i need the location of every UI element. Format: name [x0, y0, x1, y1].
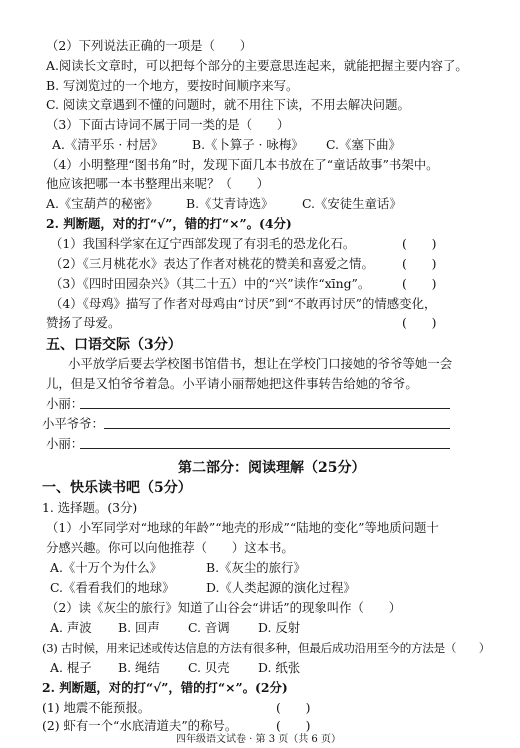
- judge1-title: 2. 判断题，对的打“√”，错的打“×”。(4分): [46, 216, 292, 231]
- judge1-item-4: （4）《母鸡》描写了作者对母鸡由“讨厌”到“不敢再讨厌”的情感变化，: [50, 296, 437, 311]
- p2-judge-answer-2[interactable]: ( ): [276, 718, 311, 733]
- q3-stem: （3）下面古诗词不属于同一类的是（ ）: [46, 117, 290, 132]
- judge1-item-1: （1）我国科学家在辽宁西部发现了有羽毛的恐龙化石。: [50, 236, 356, 251]
- q2-option-c: C. 阅读文章遇到不懂的问题时，就不用往下读，不用去解决问题。: [46, 97, 410, 112]
- q2-option-a: A.阅读长文章时，可以把每个部分的主要意思连起来，就能把握主要内容了。: [46, 58, 468, 73]
- q4-option-b: B.《艾青诗选》: [186, 196, 274, 211]
- p2-q1-option-d: D.《人类起源的演化过程》: [206, 580, 356, 595]
- q2-option-b: B. 写浏览过的一个地方，要按时间顺序来写。: [46, 78, 299, 93]
- p2-q1-option-b: B.《灰尘的旅行》: [206, 560, 306, 575]
- q2-stem: （2）下列说法正确的一项是（ ）: [46, 38, 253, 53]
- p2-q2-stem: （2）读《灰尘的旅行》知道了山谷会“讲话”的现象叫作（ ）: [46, 600, 402, 615]
- judge1-answer-1[interactable]: ( ): [402, 236, 437, 251]
- choice-title: 1. 选择题。(3分): [42, 500, 138, 515]
- judge1-answer-2[interactable]: ( ): [402, 256, 437, 271]
- oral-para-line1: 小平放学后要去学校图书馆借书，想让在学校门口接她的爷爷等她一会: [68, 356, 453, 371]
- judge1-answer-3[interactable]: ( ): [402, 276, 437, 291]
- speaker-xiaoli-1: 小丽：: [46, 396, 84, 411]
- judge1-item-4-cont: 赞扬了母爱。: [46, 315, 121, 330]
- answer-line-1[interactable]: [80, 408, 450, 409]
- p2-q1-option-a: A.《十万个为什么》: [50, 560, 163, 575]
- p2-q3-option-c: C. 贝壳: [188, 660, 230, 675]
- page-footer: 四年级语文试卷 · 第 3 页（共 6 页）: [176, 734, 341, 745]
- p2-judge-answer-1[interactable]: ( ): [276, 700, 311, 715]
- q3-option-b: B.《卜算子 · 咏梅》: [192, 137, 304, 152]
- speaker-xiaoli-2: 小丽：: [46, 436, 84, 451]
- p2-judge-item-2: (2) 虾有一个“水底清道夫”的称号。: [42, 718, 238, 733]
- p2-judge-item-1: (1) 地震不能预报。: [42, 700, 151, 715]
- judge1-item-3: （3）《四时田园杂兴》（其二十五）中的“兴”读作“xīng”。: [50, 276, 371, 291]
- answer-line-2[interactable]: [104, 428, 450, 429]
- p2-q2-option-d: D. 反射: [258, 620, 301, 635]
- part2-subtitle: 一、快乐读书吧（5分）: [42, 480, 192, 496]
- q3-option-c: C.《塞下曲》: [326, 137, 401, 152]
- judge1-item-2: （2）《三月桃花水》表达了作者对桃花的赞美和喜爱之情。: [50, 256, 374, 271]
- p2-judge-title: 2. 判断题，对的打“√”，错的打“×”。(2分): [42, 680, 288, 695]
- q4-option-c: C.《安徒生童话》: [302, 196, 402, 211]
- answer-line-3[interactable]: [80, 448, 450, 449]
- part2-title: 第二部分：阅读理解（25分）: [178, 460, 366, 476]
- q4-option-a: A.《宝葫芦的秘密》: [46, 196, 159, 211]
- p2-q3-option-b: B. 绳结: [118, 660, 160, 675]
- p2-q3-option-a: A. 棍子: [50, 660, 92, 675]
- p2-q1-line1: （1）小军同学对“地球的年龄”“地壳的形成”“陆地的变化”等地质问题十: [46, 520, 439, 535]
- p2-q2-option-b: B. 回声: [118, 620, 160, 635]
- judge1-answer-4[interactable]: ( ): [402, 315, 437, 330]
- p2-q1-line2: 分感兴趣。你可以向他推荐（ ）这本书。: [46, 540, 294, 555]
- q4-stem-line1: （4）小明整理“图书角”时，发现下面几本书放在了“童话故事”书架中。: [46, 157, 439, 172]
- p2-q2-option-a: A. 声波: [50, 620, 92, 635]
- q4-stem-line2: 他应该把哪一本书整理出来呢？（ ）: [46, 176, 270, 191]
- speaker-grandpa: 小平爷爷：: [42, 416, 104, 431]
- oral-para-line2: 儿，但是又怕爷爷着急。小平请小丽帮她把这件事转告给她的爷爷。: [46, 376, 418, 391]
- p2-q3-stem: (3) 古时候，用来记述或传达信息的方法有很多种，但最后成功沿用至今的方法是（ ）: [42, 641, 491, 655]
- q3-option-a: A.《清平乐 · 村居》: [52, 137, 164, 152]
- p2-q1-option-c: C.《看看我们的地球》: [50, 580, 175, 595]
- p2-q2-option-c: C. 音调: [188, 620, 230, 635]
- oral-title: 五、口语交际（3分）: [46, 337, 182, 353]
- p2-q3-option-d: D. 纸张: [258, 660, 301, 675]
